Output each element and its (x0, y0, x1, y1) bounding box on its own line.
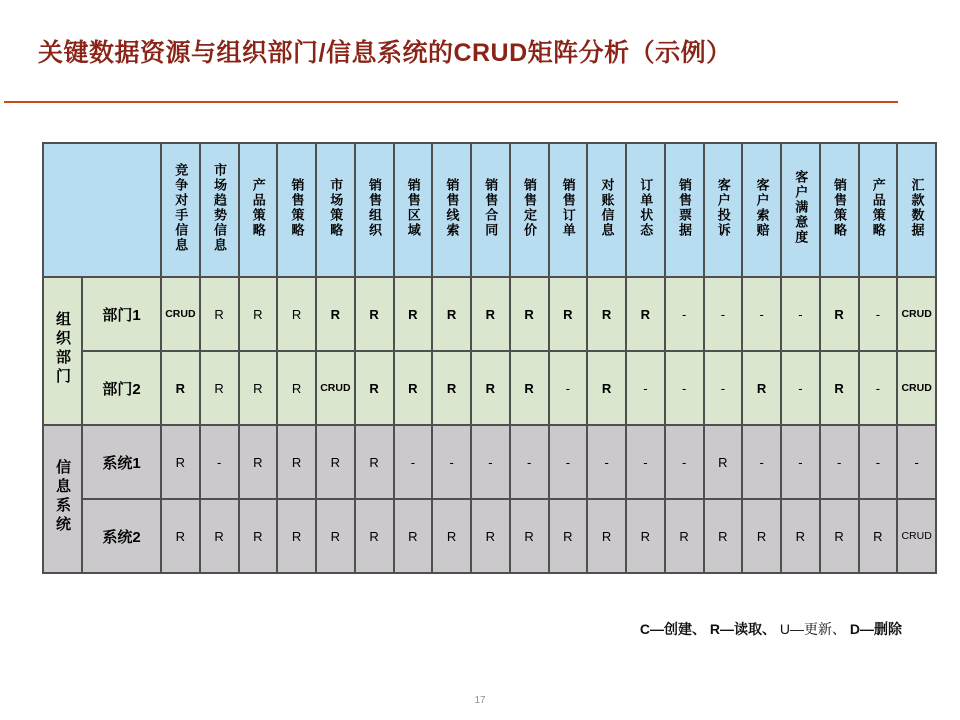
matrix-cell: R (587, 351, 626, 425)
matrix-cell: CRUD (316, 351, 355, 425)
legend-item: R—读取、 (709, 621, 780, 637)
row-label-部门1: 部门1 (82, 277, 161, 351)
matrix-cell: R (510, 499, 549, 573)
matrix-cell: - (781, 277, 820, 351)
crud-matrix (42, 142, 937, 574)
column-header-17 (781, 143, 820, 277)
matrix-cell: - (781, 351, 820, 425)
matrix-cell: R (510, 277, 549, 351)
column-header-label: 销售定价 (521, 177, 537, 238)
matrix-corner-cell (43, 143, 161, 277)
matrix-cell: - (704, 351, 743, 425)
column-header-19 (859, 143, 898, 277)
column-header-label: 销售区域 (405, 177, 421, 238)
column-header-2 (200, 143, 239, 277)
matrix-cell: CRUD (897, 351, 936, 425)
matrix-cell: R (549, 499, 588, 573)
crud-legend (640, 619, 902, 639)
column-header-label: 市场趋势信息 (211, 162, 227, 253)
row-group-text: 组织部门 (54, 310, 71, 387)
matrix-cell: R (277, 351, 316, 425)
matrix-row-部门1 (43, 277, 936, 351)
column-header-label: 销售线索 (444, 177, 460, 238)
matrix-cell: R (239, 499, 278, 573)
matrix-cell: - (742, 425, 781, 499)
column-header-label: 订单状态 (638, 177, 654, 238)
matrix-cell: R (161, 425, 200, 499)
matrix-cell: R (355, 425, 394, 499)
matrix-header-row (43, 143, 936, 277)
column-header-3 (239, 143, 278, 277)
column-header-13 (626, 143, 665, 277)
matrix-cell: - (665, 277, 704, 351)
matrix-cell: R (859, 499, 898, 573)
matrix-cell: - (626, 425, 665, 499)
matrix-cell: - (859, 351, 898, 425)
column-header-label: 产品策略 (250, 177, 266, 238)
matrix-cell: R (394, 277, 433, 351)
column-header-8 (432, 143, 471, 277)
matrix-cell: R (820, 277, 859, 351)
column-header-label: 销售策略 (289, 177, 305, 238)
matrix-cell: - (587, 425, 626, 499)
matrix-cell: CRUD (161, 277, 200, 351)
matrix-row-部门2 (43, 351, 936, 425)
matrix-cell: R (432, 499, 471, 573)
title-divider-rule (4, 101, 898, 103)
matrix-cell: - (859, 425, 898, 499)
matrix-cell: R (626, 277, 665, 351)
row-label-系统1: 系统1 (82, 425, 161, 499)
column-header-1 (161, 143, 200, 277)
slide-title: 关键数据资源与组织部门/信息系统的CRUD矩阵分析（示例） (38, 39, 732, 67)
column-header-6 (355, 143, 394, 277)
column-header-16 (742, 143, 781, 277)
matrix-cell: R (200, 277, 239, 351)
column-header-label: 销售票据 (676, 177, 692, 238)
matrix-cell: R (742, 351, 781, 425)
matrix-cell: R (355, 351, 394, 425)
column-header-label: 市场策略 (328, 177, 344, 238)
matrix-cell: R (161, 499, 200, 573)
column-header-label: 客户索赔 (754, 177, 770, 238)
matrix-cell: R (239, 277, 278, 351)
matrix-cell: R (471, 499, 510, 573)
matrix-cell: R (432, 351, 471, 425)
legend-item: C—创建、 (639, 621, 710, 637)
column-header-18 (820, 143, 859, 277)
matrix-cell: R (704, 425, 743, 499)
column-header-11 (549, 143, 588, 277)
column-header-label: 对账信息 (599, 177, 615, 238)
matrix-cell: R (161, 351, 200, 425)
matrix-cell: R (355, 499, 394, 573)
matrix-cell: R (549, 277, 588, 351)
matrix-cell: R (626, 499, 665, 573)
matrix-cell: - (200, 425, 239, 499)
column-header-label: 客户投诉 (715, 177, 731, 238)
matrix-cell: - (704, 277, 743, 351)
column-header-label: 竞争对手信息 (173, 162, 189, 253)
matrix-cell: R (316, 277, 355, 351)
matrix-cell: R (200, 499, 239, 573)
matrix-row-系统1 (43, 425, 936, 499)
matrix-cell: R (316, 425, 355, 499)
matrix-cell: - (742, 277, 781, 351)
column-header-label: 销售组织 (366, 177, 382, 238)
legend-item: U—更新、 (779, 621, 850, 637)
column-header-4 (277, 143, 316, 277)
column-header-label: 产品策略 (870, 177, 886, 238)
matrix-cell: - (471, 425, 510, 499)
column-header-12 (587, 143, 626, 277)
matrix-cell: R (665, 499, 704, 573)
column-header-label: 汇款数据 (909, 177, 925, 238)
matrix-cell: R (471, 351, 510, 425)
matrix-cell: R (820, 351, 859, 425)
matrix-cell: R (394, 499, 433, 573)
column-header-label: 销售合同 (483, 177, 499, 238)
matrix-cell: - (665, 425, 704, 499)
column-header-label: 客户满意度 (793, 170, 809, 245)
row-group-label-组织部门 (43, 277, 82, 425)
matrix-cell: R (510, 351, 549, 425)
matrix-cell: - (626, 351, 665, 425)
matrix-cell: R (471, 277, 510, 351)
column-header-14 (665, 143, 704, 277)
matrix-cell: R (277, 499, 316, 573)
matrix-cell: - (510, 425, 549, 499)
matrix-cell: - (394, 425, 433, 499)
column-header-7 (394, 143, 433, 277)
matrix-row-系统2 (43, 499, 936, 573)
matrix-body (43, 277, 936, 573)
matrix-cell: R (355, 277, 394, 351)
matrix-cell: - (781, 425, 820, 499)
matrix-cell: CRUD (897, 277, 936, 351)
matrix-cell: R (200, 351, 239, 425)
row-group-text: 信息系统 (54, 458, 71, 535)
matrix-cell: R (394, 351, 433, 425)
column-header-5 (316, 143, 355, 277)
matrix-cell: R (432, 277, 471, 351)
matrix-cell: - (820, 425, 859, 499)
matrix-cell: R (781, 499, 820, 573)
column-header-label: 销售订单 (560, 177, 576, 238)
column-header-15 (704, 143, 743, 277)
matrix-cell: R (742, 499, 781, 573)
matrix-cell: CRUD (897, 499, 936, 573)
column-header-20 (897, 143, 936, 277)
row-label-系统2: 系统2 (82, 499, 161, 573)
matrix-cell: R (277, 425, 316, 499)
page-number: 17 (474, 695, 486, 706)
matrix-cell: - (897, 425, 936, 499)
row-group-label-信息系统 (43, 425, 82, 573)
matrix-cell: R (820, 499, 859, 573)
matrix-cell: - (859, 277, 898, 351)
matrix-cell: R (704, 499, 743, 573)
matrix-cell: R (587, 277, 626, 351)
matrix-cell: R (239, 351, 278, 425)
matrix-cell: R (316, 499, 355, 573)
row-label-部门2: 部门2 (82, 351, 161, 425)
crud-matrix-table (42, 142, 937, 574)
matrix-cell: - (549, 425, 588, 499)
matrix-cell: - (432, 425, 471, 499)
matrix-cell: R (239, 425, 278, 499)
column-header-9 (471, 143, 510, 277)
matrix-cell: - (549, 351, 588, 425)
matrix-cell: - (665, 351, 704, 425)
legend-item: D—删除 (849, 621, 902, 637)
matrix-cell: R (587, 499, 626, 573)
column-header-10 (510, 143, 549, 277)
column-header-label: 销售策略 (831, 177, 847, 238)
matrix-cell: R (277, 277, 316, 351)
